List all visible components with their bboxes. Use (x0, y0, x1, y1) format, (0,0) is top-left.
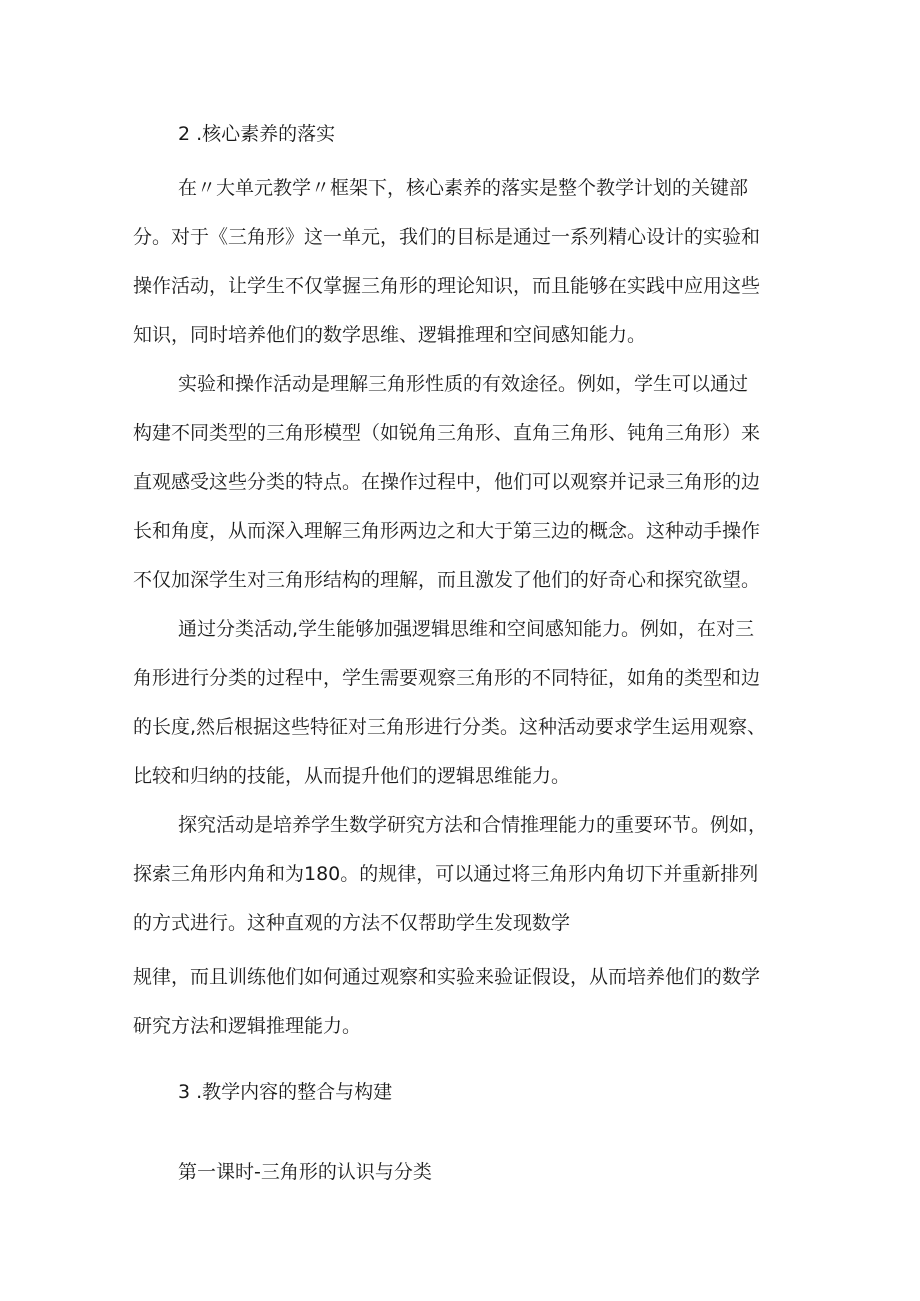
paragraph-line: 探索三角形内角和为180。的规律，可以通过将三角形内角切下并重新排列 (133, 863, 759, 885)
paragraph-line: 长和角度，从而深入理解三角形两边之和大于第三边的概念。这种动手操作 (133, 520, 761, 542)
paragraph-line: 构建不同类型的三角形模型（如锐角三角形、直角三角形、钝角三角形）来 (133, 422, 761, 444)
paragraph-line: 探究活动是培养学生数学研究方法和合情推理能力的重要环节。例如， (178, 814, 768, 836)
paragraph-line: 实验和操作活动是理解三角形性质的有效途径。例如，学生可以通过 (178, 373, 749, 395)
paragraph-line: 直观感受这些分类的特点。在操作过程中，他们可以观察并记录三角形的边 (133, 471, 761, 493)
section-3-heading: 3 .教学内容的整合与构建 (178, 1081, 393, 1103)
paragraph-line: 的长度,然后根据这些特征对三角形进行分类。这种活动要求学生运用观察、 (133, 716, 767, 738)
section-3-subheading: 第一课时-三角形的认识与分类 (178, 1161, 432, 1183)
paragraph-line: 的方式进行。这种直观的方法不仅帮助学生发现数学 (133, 912, 571, 934)
paragraph-line: 分。对于《三角形》这一单元，我们的目标是通过一系列精心设计的实验和 (133, 226, 761, 248)
paragraph-line: 不仅加深学生对三角形结构的理解，而且激发了他们的好奇心和探究欲望。 (133, 569, 761, 591)
paragraph-line: 研究方法和逻辑推理能力。 (133, 1015, 362, 1037)
section-2-heading: 2 .核心素养的落实 (178, 123, 336, 145)
paragraph-line: 知识，同时培养他们的数学思维、逻辑推理和空间感知能力。 (133, 324, 647, 346)
paragraph-line: 在〃大单元教学〃框架下，核心素养的落实是整个教学计划的关键部 (178, 177, 749, 199)
paragraph-line: 比较和归纳的技能，从而提升他们的逻辑思维能力。 (133, 765, 571, 787)
paragraph-line: 规律，而且训练他们如何通过观察和实验来验证假设，从而培养他们的数学 (133, 966, 761, 988)
paragraph-line: 角形进行分类的过程中，学生需要观察三角形的不同特征，如角的类型和边 (133, 667, 761, 689)
paragraph-line: 操作活动，让学生不仅掌握三角形的理论知识，而且能够在实践中应用这些 (133, 275, 761, 297)
paragraph-line: 通过分类活动,学生能够加强逻辑思维和空间感知能力。例如，在对三 (178, 618, 755, 640)
